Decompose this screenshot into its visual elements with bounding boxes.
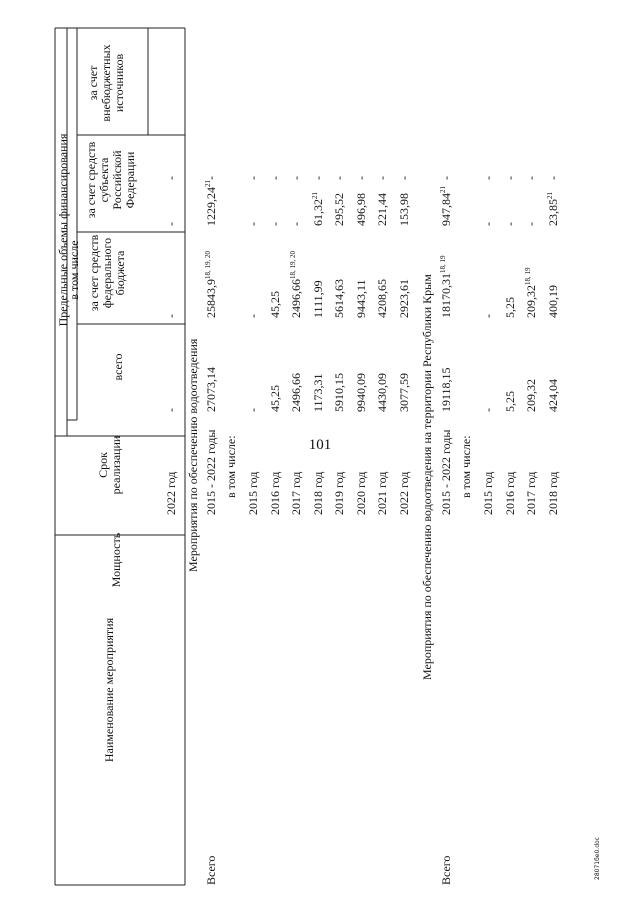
including-label: в том числе: [459, 435, 473, 498]
footnote-ref: 21 [439, 186, 447, 193]
page-number: 101 [308, 437, 332, 453]
header-line: источников [112, 53, 126, 113]
subject-cell: - [289, 222, 303, 226]
header-line: Срок [96, 452, 110, 478]
including-label: в том числе: [224, 435, 238, 498]
extra-cell: - [439, 176, 453, 180]
header-line: Федерации [123, 151, 137, 209]
section-title: Мероприятия по обеспечению водоотведения [186, 338, 200, 572]
extra-cell: - [481, 176, 495, 180]
subject-cell: - [524, 222, 538, 226]
total-cell: 1173,31 [310, 373, 325, 412]
header-extra [87, 35, 126, 131]
header-federal [88, 228, 127, 318]
term-cell: 2020 год [353, 471, 368, 515]
term-cell: 2015 - 2022 годы [439, 429, 453, 515]
term-cell: 2015 год [246, 471, 260, 515]
total-cell: 4430,09 [375, 373, 389, 412]
total-cell: - [481, 408, 495, 412]
term-cell: 2017 год [289, 471, 303, 515]
federal-cell: - [246, 314, 260, 318]
total-cell: 2496,66 [289, 373, 303, 412]
footnote-ref: 18, 19, 20 [204, 251, 212, 279]
federal-cell: 400,19 [545, 285, 560, 318]
total-cell: - [164, 408, 178, 412]
federal-cell: 2496,66$^{18, 19, 20}$ [289, 251, 303, 318]
subject-cell: 1229,24$^{21}$ [204, 180, 218, 226]
header-name-text: Наименование мероприятия [102, 617, 116, 763]
extra-cell: - [310, 176, 325, 180]
subject-cell: 23,85$^{21}$ [545, 192, 560, 226]
footnote-ref: 18, 19, 20 [289, 251, 297, 279]
document-code: 28071бе0.doc [594, 837, 601, 880]
header-including [68, 210, 81, 330]
total-cell: 3077,59 [396, 373, 411, 412]
extra-cell: - [289, 176, 303, 180]
federal-cell: - [164, 314, 178, 318]
subject-cell: - [246, 222, 260, 226]
subject-cell: 153,98 [396, 193, 411, 226]
total-cell: 19118,15 [439, 367, 453, 412]
subject-cell: 496,98 [353, 193, 368, 226]
header-line: федерального [100, 237, 114, 309]
subject-cell: - [164, 222, 178, 226]
subject-cell: - [267, 222, 282, 226]
term-cell: 2022 год [396, 471, 411, 515]
header-line: за счет средств [87, 234, 101, 312]
header-total-text: всего [111, 353, 125, 381]
extra-cell: - [502, 176, 517, 180]
total-cell: 9940,09 [353, 373, 368, 412]
extra-cell: - [396, 176, 411, 180]
header-total [112, 322, 125, 412]
extra-cell: - [353, 176, 368, 180]
extra-cell: - [164, 176, 178, 180]
extra-cell: - [267, 176, 282, 180]
header-line: Российской [110, 150, 124, 210]
federal-cell: - [481, 314, 495, 318]
row-label: Всего [439, 855, 453, 885]
header-term [97, 410, 123, 520]
footnote-ref: 21 [310, 192, 319, 199]
header-line: бюджета [113, 250, 127, 296]
header-line: внебюджетных [99, 44, 113, 122]
total-cell: 424,04 [545, 379, 560, 412]
extra-cell: - [246, 176, 260, 180]
extra-cell: - [545, 176, 560, 180]
term-cell: 2016 год [502, 471, 517, 515]
row-label: Всего [204, 855, 218, 885]
federal-cell: 1111,99 [310, 280, 325, 318]
total-cell: 27073,14 [204, 367, 218, 412]
subject-cell: 295,52 [332, 193, 346, 226]
footnote-ref: 18, 19 [524, 267, 532, 285]
extra-cell: - [204, 176, 218, 180]
federal-cell: 209,32$^{18, 19}$ [524, 267, 538, 318]
footnote-ref: 18, 19 [439, 255, 447, 273]
total-cell: 5910,15 [332, 373, 346, 412]
subject-cell: 947,84$^{21}$ [439, 186, 453, 226]
federal-cell: 25843,9$^{18, 19, 20}$ [204, 251, 218, 318]
header-line: за счет средств [84, 141, 98, 219]
total-cell: - [246, 408, 260, 412]
federal-cell: 45,25 [267, 291, 282, 318]
total-cell: 209,32 [524, 379, 538, 412]
federal-cell: 4208,65 [375, 279, 389, 318]
federal-cell: 5614,63 [332, 279, 346, 318]
header-line: за счет [86, 65, 100, 101]
subject-cell: 221,44 [375, 193, 389, 226]
extra-cell: - [332, 176, 346, 180]
footnote-ref: 21 [545, 192, 554, 199]
term-cell: 2016 год [267, 471, 282, 515]
term-cell: 2015 - 2022 годы [204, 429, 218, 515]
extra-cell: - [375, 176, 389, 180]
header-subject [85, 134, 137, 226]
subject-cell: - [502, 222, 517, 226]
federal-cell: 2923,61 [396, 279, 411, 318]
federal-cell: 5,25 [502, 297, 517, 318]
header-capacity-text: Мощность [109, 532, 123, 588]
subject-cell: 61,32$^{21}$ [310, 192, 325, 226]
header-including-text: в том числе [67, 240, 81, 300]
term-cell: 2022 год [164, 471, 178, 515]
term-cell: 2018 год [310, 471, 325, 515]
term-cell: 2015 год [481, 471, 495, 515]
header-line: реализации [109, 435, 123, 495]
term-cell: 2019 год [332, 471, 346, 515]
header-limits-text: Предельные объемы финансирования [56, 133, 70, 327]
section-title: Мероприятия по обеспечению водоотведения на территории Республики Крым [420, 274, 434, 680]
header-line: субъекта [97, 157, 111, 203]
total-cell: 45,25 [267, 385, 282, 412]
footnote-ref: 21 [204, 180, 212, 187]
total-cell: 5,25 [502, 391, 517, 412]
extra-cell: - [524, 176, 538, 180]
federal-cell: 9443,11 [353, 279, 368, 318]
term-cell: 2018 год [545, 471, 560, 515]
term-cell: 2021 год [375, 471, 389, 515]
federal-cell: 18170,31$^{18, 19}$ [439, 255, 453, 318]
subject-cell: - [481, 222, 495, 226]
term-cell: 2017 год [524, 471, 538, 515]
